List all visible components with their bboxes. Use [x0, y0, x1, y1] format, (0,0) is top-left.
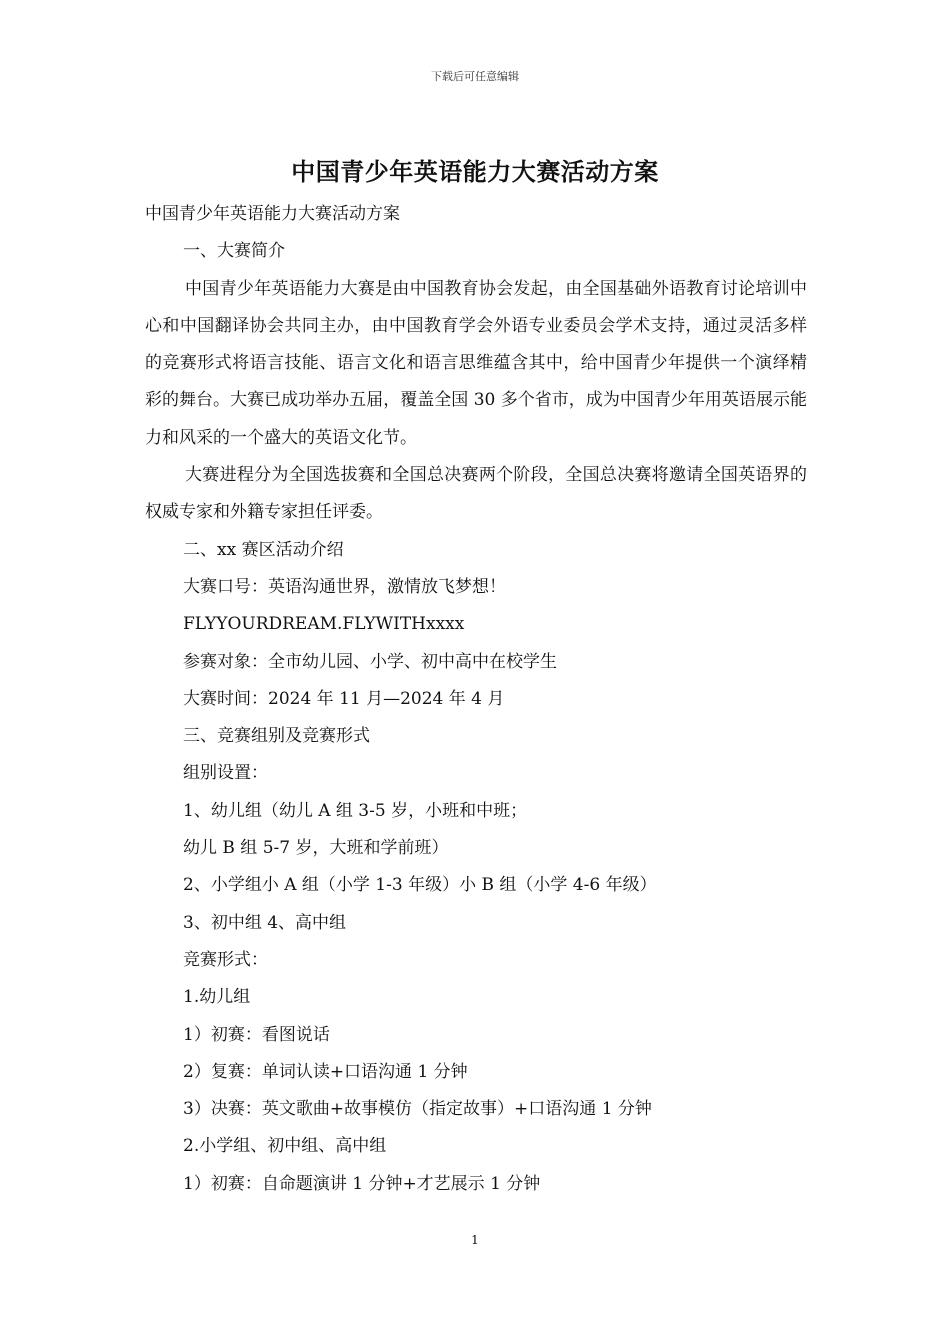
section-heading-region: 二、xx 赛区活动介绍 — [183, 539, 344, 560]
contest-time: 大赛时间：2024 年 11 月—2024 年 4 月 — [183, 688, 505, 709]
contest-slogan: 大赛口号：英语沟通世界，激情放飞梦想！ — [183, 576, 506, 597]
document-body — [145, 196, 807, 1203]
contest-participants: 参赛对象：全市幼儿园、小学、初中高中在校学生 — [183, 651, 557, 672]
format-kindergarten-round-1: 1）初赛：看图说话 — [183, 1024, 330, 1045]
section-heading-intro: 一、大赛简介 — [183, 241, 285, 262]
format-kindergarten-label: 1.幼儿组 — [183, 987, 251, 1008]
section-heading-groups: 三、竞赛组别及竞赛形式 — [183, 726, 370, 747]
intro-paragraph-2: 大赛进程分为全国选拔赛和全国总决赛两个阶段，全国总决赛将邀请全国英语界的权威专家和外籍专家担任评委。 — [145, 465, 807, 523]
format-kindergarten-round-2: 2）复赛：单词认读+口语沟通 1 分钟 — [183, 1061, 468, 1082]
page-header: 下载后可任意编辑 — [431, 70, 519, 83]
document-title: 中国青少年英语能力大赛活动方案 — [291, 157, 659, 186]
group-kindergarten-b: 幼儿 B 组 5-7 岁，大班和学前班） — [183, 838, 449, 859]
intro-paragraph-1: 中国青少年英语能力大赛是由中国教育协会发起，由全国基础外语教育讨论培训中心和中国翻译协会共同主办，由中国教育学会外语专业委员会学术支持，通过灵活多样的竞赛形式将语言技能、语言文化和语言思维蕴含其中，给中国青少年提供一个演绎精彩的舞台。大赛已成功举办五届，覆盖全国 30 多个省市，成为中国青少年用英语展示能力和风采的一个盛大的英语文化节。 — [145, 278, 807, 448]
group-primary: 2、小学组小 A 组（小学 1-3 年级）小 B 组（小学 4-6 年级） — [183, 875, 657, 896]
format-school-round-1: 1）初赛：自命题演讲 1 分钟+才艺展示 1 分钟 — [183, 1173, 541, 1194]
format-label: 竞赛形式： — [183, 949, 268, 970]
page-number: 1 — [471, 1233, 479, 1247]
group-kindergarten-a: 1、幼儿组（幼儿 A 组 3-5 岁，小班和中班； — [183, 800, 528, 821]
group-middle-high: 3、初中组 4、高中组 — [183, 912, 347, 933]
groups-label: 组别设置： — [183, 763, 268, 784]
format-school-label: 2.小学组、初中组、高中组 — [183, 1136, 387, 1157]
contest-slogan-english: FLYYOURDREAM.FLYWITHxxxx — [183, 614, 465, 635]
subtitle-line: 中国青少年英语能力大赛活动方案 — [145, 204, 400, 224]
format-kindergarten-round-3: 3）决赛：英文歌曲+故事模仿（指定故事）+口语沟通 1 分钟 — [183, 1099, 652, 1120]
